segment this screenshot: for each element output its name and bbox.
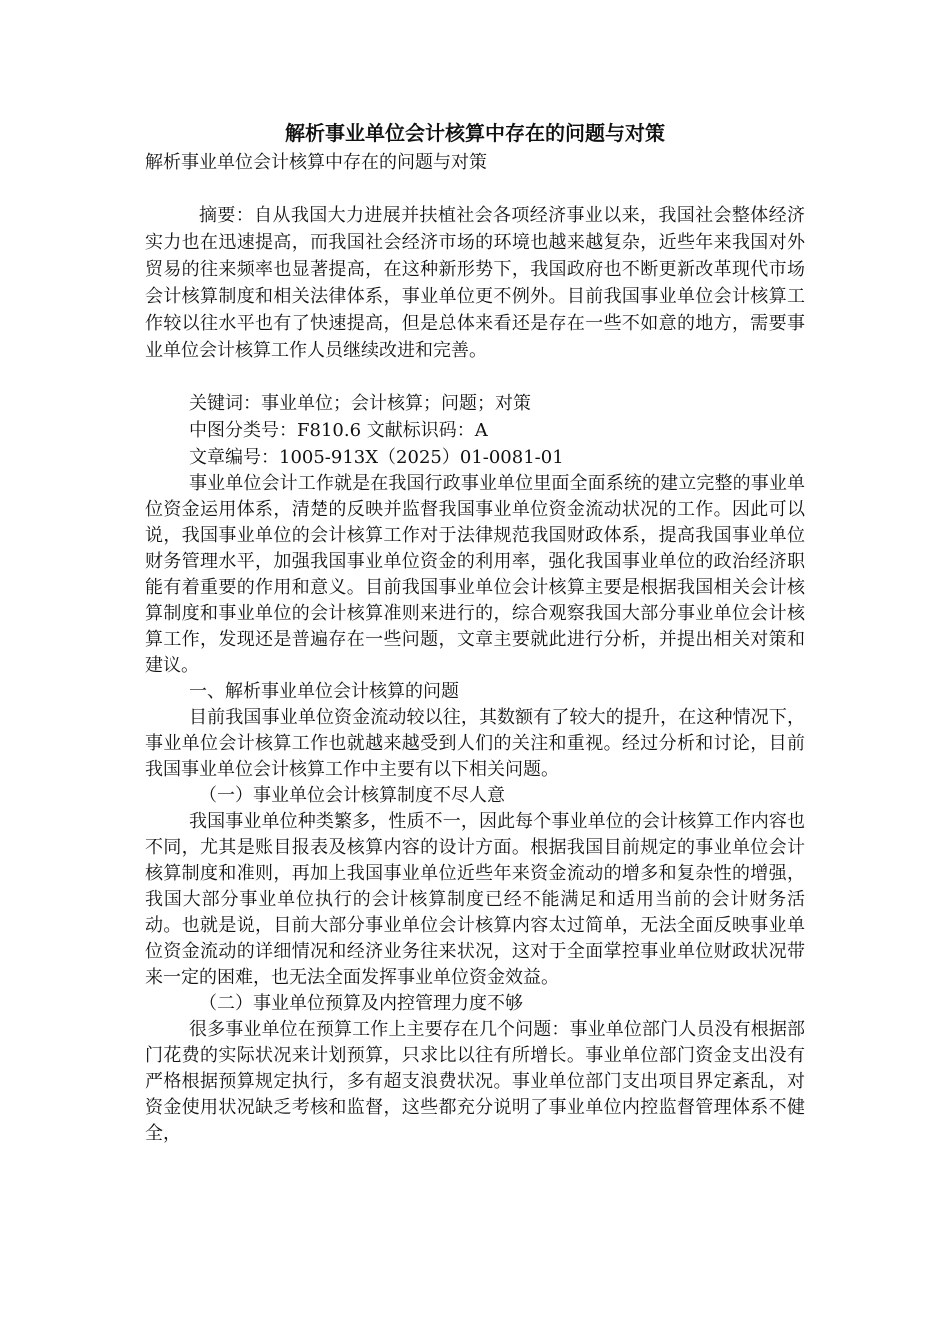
- subsection-heading: （一）事业单位会计核算制度不尽人意: [199, 785, 505, 806]
- intro-paragraph: 事业单位会计工作就是在我国行政事业单位里面全面系统的建立完整的事业单位资金运用体系，清楚的反映并监督我国事业单位资金流动状况的工作。因此可以说，我国事业单位的会计核算工作对于法律规范我国财政体系，提高我国事业单位财务管理水平，加强我国事业单位资金的利用率，强化我国事业单位的政治经济职能有着重要的作用和意义。目前我国事业单位会计核算主要是根据我国相关会计核算制度和事业单位的会计核算准则来进行的，综合观察我国大部分事业单位会计核算工作，发现还是普遍存在一些问题，文章主要就此进行分析，并提出相关对策和建议。: [145, 473, 805, 676]
- subsection-heading: （二）事业单位预算及内控管理力度不够: [199, 993, 523, 1014]
- subsection-paragraph: 我国事业单位种类繁多，性质不一，因此每个事业单位的会计核算工作内容也不同，尤其是账目报表及核算内容的设计方面。根据我国目前规定的事业单位会计核算制度和准则，再加上我国事业单位近些年来资金流动的增多和复杂性的增强，我国大部分事业单位执行的会计核算制度已经不能满足和适用当前的会计财务活动。也就是说，目前大部分事业单位会计核算内容太过简单，无法全面反映事业单位资金流动的详细情况和经济业务往来状况，这对于全面掌控事业单位财政状况带来一定的困难，也无法全面发挥事业单位资金效益。: [145, 811, 805, 988]
- classification-line: 中图分类号：F810.6 文献标识码：A: [189, 420, 488, 441]
- document-page: [145, 118, 805, 1147]
- document-title: 解析事业单位会计核算中存在的问题与对策: [285, 121, 665, 145]
- abstract-paragraph: 摘要：自从我国大力进展并扶植社会各项经济事业以来，我国社会整体经济实力也在迅速提高，而我国社会经济市场的环境也越来越复杂，近些年来我国对外贸易的往来频率也显著提高，在这种新形势下，我国政府也不断更新改革现代市场会计核算制度和相关法律体系，事业单位更不例外。目前我国事业单位会计核算工作较以往水平也有了快速提高，但是总体来看还是存在一些不如意的地方，需要事业单位会计核算工作人员继续改进和完善。: [145, 205, 805, 361]
- section-heading: 一、解析事业单位会计核算的问题: [189, 681, 459, 702]
- document-subtitle: 解析事业单位会计核算中存在的问题与对策: [145, 152, 487, 173]
- section-paragraph: 目前我国事业单位资金流动较以往，其数额有了较大的提升，在这种情况下，事业单位会计核算工作也就越来越受到人们的关注和重视。经过分析和讨论，目前我国事业单位会计核算工作中主要有以下相关问题。: [145, 707, 805, 780]
- article-number-line: 文章编号：1005-913X（2025）01-0081-01: [189, 447, 564, 468]
- keywords-line: 关键词：事业单位；会计核算；问题；对策: [189, 393, 531, 414]
- subsection-paragraph: 很多事业单位在预算工作上主要存在几个问题：事业单位部门人员没有根据部门花费的实际状况来计划预算，只求比以往有所增长。事业单位部门资金支出没有严格根据预算规定执行，多有超支浪费状况。事业单位部门支出项目界定紊乱，对资金使用状况缺乏考核和监督，这些都充分说明了事业单位内控监督管理体系不健全，: [145, 1019, 805, 1144]
